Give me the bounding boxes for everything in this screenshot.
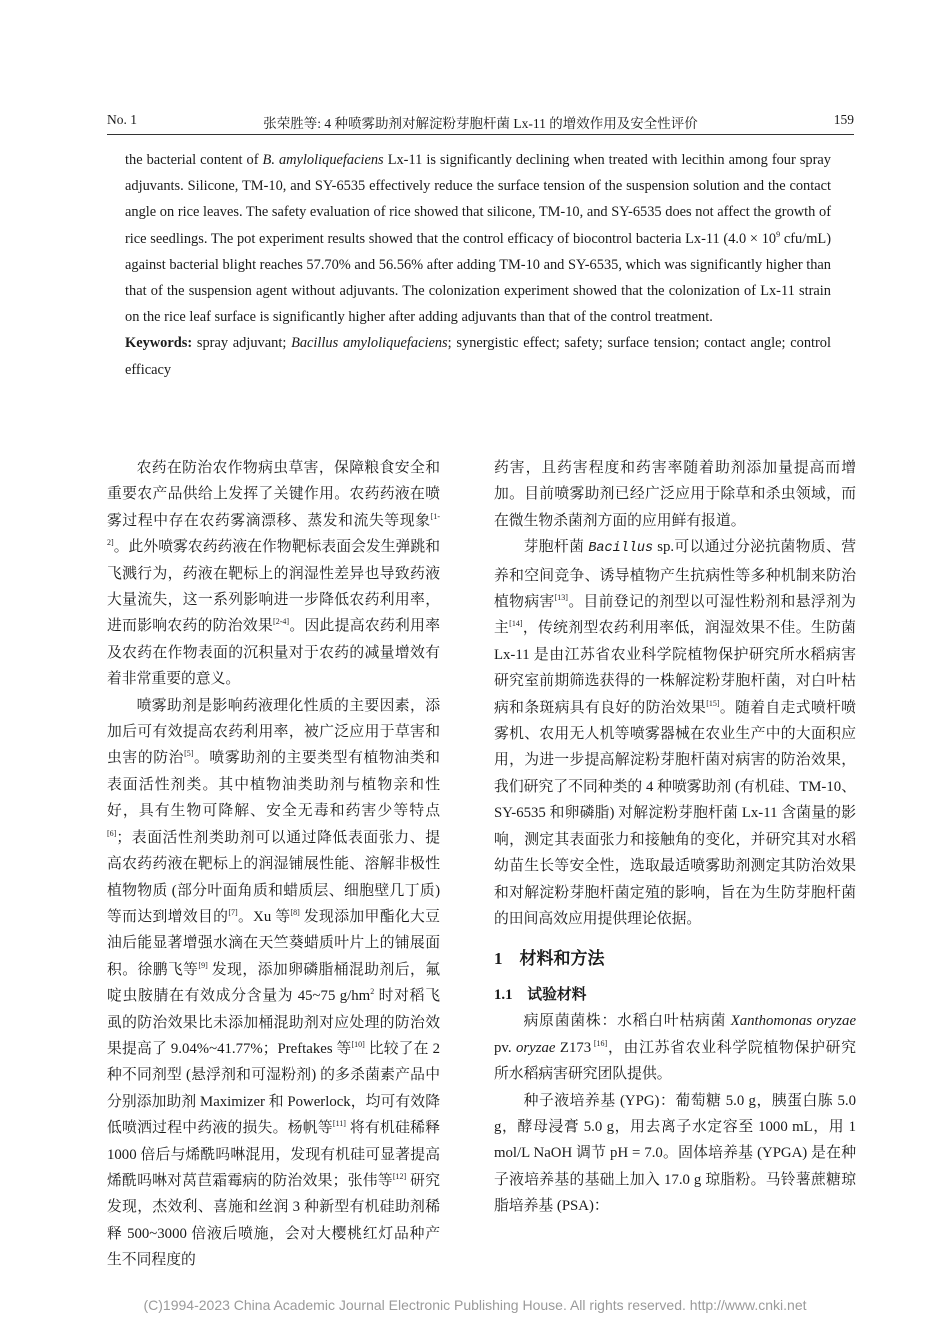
issue-number: No. 1 (107, 112, 137, 127)
abstract-block (125, 147, 831, 383)
paragraph: 芽胞杆菌 Bacillus sp.可以通过分泌抗菌物质、营养和空间竞争、诱导植物产生抗病性等多种机制来防治植物病害[13]。目前登记的剂型以可湿性粉剂和悬浮剂为主[14]，传统剂型农药利用率低，润湿效果不佳。生防菌 Lx-11 是由江苏省农业科学院植物保护研究所水稻病害研究室前期筛选获得的一株解淀粉芽胞杆菌，对白叶枯病和条斑病具有良好的防治效果[15]。随着自走式喷杆喷雾机、农用无人机等喷雾器械在农业生产中的大面积应用，为进一步提高解淀粉芽胞杆菌对病害的防治效果，我们研究了不同种类的 4 种喷雾助剂 (有机硅、TM-10、SY-6535 和卵磷脂) 对解淀粉芽胞杆菌 Lx-11 含菌量的影响，测定其表面张力和接触角的变化，并研究其对水稻幼苗生长等安全性，选取最适喷雾助剂测定其防治效果和对解淀粉芽胞杆菌定殖的影响，旨在为生防芽胞杆菌的田间高效应用提供理论依据。 (494, 539, 856, 927)
citation[interactable]: [11] (332, 1119, 346, 1129)
citation[interactable]: [7] (228, 907, 238, 917)
species-name: B. amyloliquefaciens (262, 152, 384, 168)
citation[interactable]: [16] (591, 1038, 608, 1048)
citation[interactable]: [9] (198, 960, 208, 970)
citation[interactable]: [1-2] (107, 511, 440, 548)
paragraph: 种子液培养基 (YPG)：葡萄糖 5.0 g，胰蛋白胨 5.0 g，酵母浸膏 5.0 g，用去离子水定容至 1000 mL，用 1 mol/L NaOH 调节 pH = 7.0。固体培养基 (YPGA) 是在种子液培养基的基础上加入 17.0 g 琼脂粉。马铃薯蔗糖琼脂培养基 (PSA)： (494, 1092, 856, 1215)
citation[interactable]: [15] (706, 698, 720, 708)
keywords: Keywords: spray adjuvant; Bacillus amyloliquefaciens; synergistic effect; safety; surface tension; contact angle; control efficacy (125, 335, 832, 378)
citation[interactable]: [2-4] (273, 617, 290, 627)
citation[interactable]: [14] (509, 619, 523, 629)
citation[interactable]: [12] (392, 1172, 407, 1182)
paragraph: 药害，且药害程度和药害率随着助剂添加量提高而增加。目前喷雾助剂已经广泛应用于除草和杀虫领域，而在微生物杀菌剂方面的应用鲜有报道。 (494, 460, 856, 529)
paragraph: 农药在防治农作物病虫草害，保障粮食安全和重要农产品供给上发挥了关键作用。农药药液在喷雾过程中存在农药雾滴漂移、蒸发和流失等现象[1-2]。此外喷雾农药药液在作物靶标表面会发生弹跳和飞溅行为，药液在靶标上的润湿性差异也导致药液大量流失，这一系列影响进一步降低农药利用率，进而影响农药的防治效果[2-4]。因此提高农药利用率及农药在作物表面的沉积量对于农药的减量增效有着非常重要的意义。 (107, 460, 440, 688)
citation[interactable]: [13] (554, 593, 568, 603)
abstract-text: the bacterial content of B. amyloliquefaciens Lx-11 is significantly declining when treated with lecithin among four spray adjuvants. Silicone, TM-10, and SY-6535 effectively reduce the surface tension of the suspension solution and the contact angle on rice leaves. The safety evaluation of rice showed that silicone, TM-10, and SY-6535 does not affect the growth of rice seedlings. The pot experiment results showed that the control efficacy of biocontrol bacteria Lx-11 ($4.0 \times 10^9$ cfu/mL) against bacterial blight reaches 57.70% and 56.56% after adding TM-10 and SY-6535, which was significantly higher than that of the suspension agent without adjuvants. The colonization experiment showed that the colonization of Lx-11 strain on the rice leaf surface is significantly higher after adding adjuvants than that of the control treatment. (125, 152, 831, 326)
citation[interactable]: [8] (290, 907, 300, 917)
left-column (107, 455, 440, 1274)
copyright-footer: (C)1994-2023 China Academic Journal Electronic Publishing House. All rights reserved. http://www.cnki.net (143, 1297, 807, 1313)
right-column (494, 455, 856, 1220)
keywords-label: Keywords: (125, 335, 193, 352)
paragraph: 喷雾助剂是影响药液理化性质的主要因素，添加后可有效提高农药利用率，被广泛应用于草害和虫害的防治[5]。喷雾助剂的主要类型有植物油类和表面活性剂类。其中植物油类助剂与植物亲和性好，具有生物可降解、安全无毒和药害少等特点[6]；表面活性剂类助剂可以通过降低表面张力、提高农药药液在靶标上的润湿铺展性能、溶解非极性植物物质 (部分叶面角质和蜡质层、细胞壁几丁质) 等而达到增效目的[7]。Xu 等[8] 发现添加甲酯化大豆油后能显著增强水滴在天竺葵蜡质叶片上的铺展面积。徐鹏飞等[9] 发现，添加卵磷脂桶混助剂后，氟啶虫胺腈在有效成分含量为 45~75 $g/hm^2$ 时对稻飞虱的防治效果比未添加桶混助剂对应处理的防治效果提高了 9.04%~41.77%；Preftakes 等[10] 比较了在 2 种不同剂型 (悬浮剂和可湿粉剂) 的多杀菌素产品中分别添加助剂 Maximizer 和 Powerlock，均可有效降低喷洒过程中药液的损失。杨帆等[11] 将有机硅稀释 1000 倍后与烯酰吗啉混用，发现有机硅可显著提高烯酰吗啉对莴苣霜霉病的防治效果；张伟等[12] 研究发现，杰效利、喜施和丝润 3 种新型有机硅助剂稀释 500~3000 倍液后喷施，会对大樱桃红灯品种产生不同程度的 (107, 697, 440, 1269)
page-number: 159 (833, 112, 854, 127)
running-title: 张荣胜等: 4 种喷雾助剂对解淀粉芽胞杆菌 Lx-11 的增效作用及安全性评价 (263, 116, 698, 131)
citation[interactable]: [5] (184, 749, 194, 759)
header-rule (107, 134, 854, 135)
running-header (107, 112, 854, 132)
subsection-heading: 1.1 试验材料 (494, 987, 587, 1004)
section-heading: 1 材料和方法 (494, 949, 605, 969)
paragraph: 病原菌菌株：水稻白叶枯病菌 Xanthomonas oryzae pv. oryzae Z173 [16]，由江苏省农业科学院植物保护研究所水稻病害研究团队提供。 (494, 1013, 857, 1083)
citation[interactable]: [6] (107, 828, 117, 838)
citation[interactable]: [10] (351, 1040, 365, 1050)
